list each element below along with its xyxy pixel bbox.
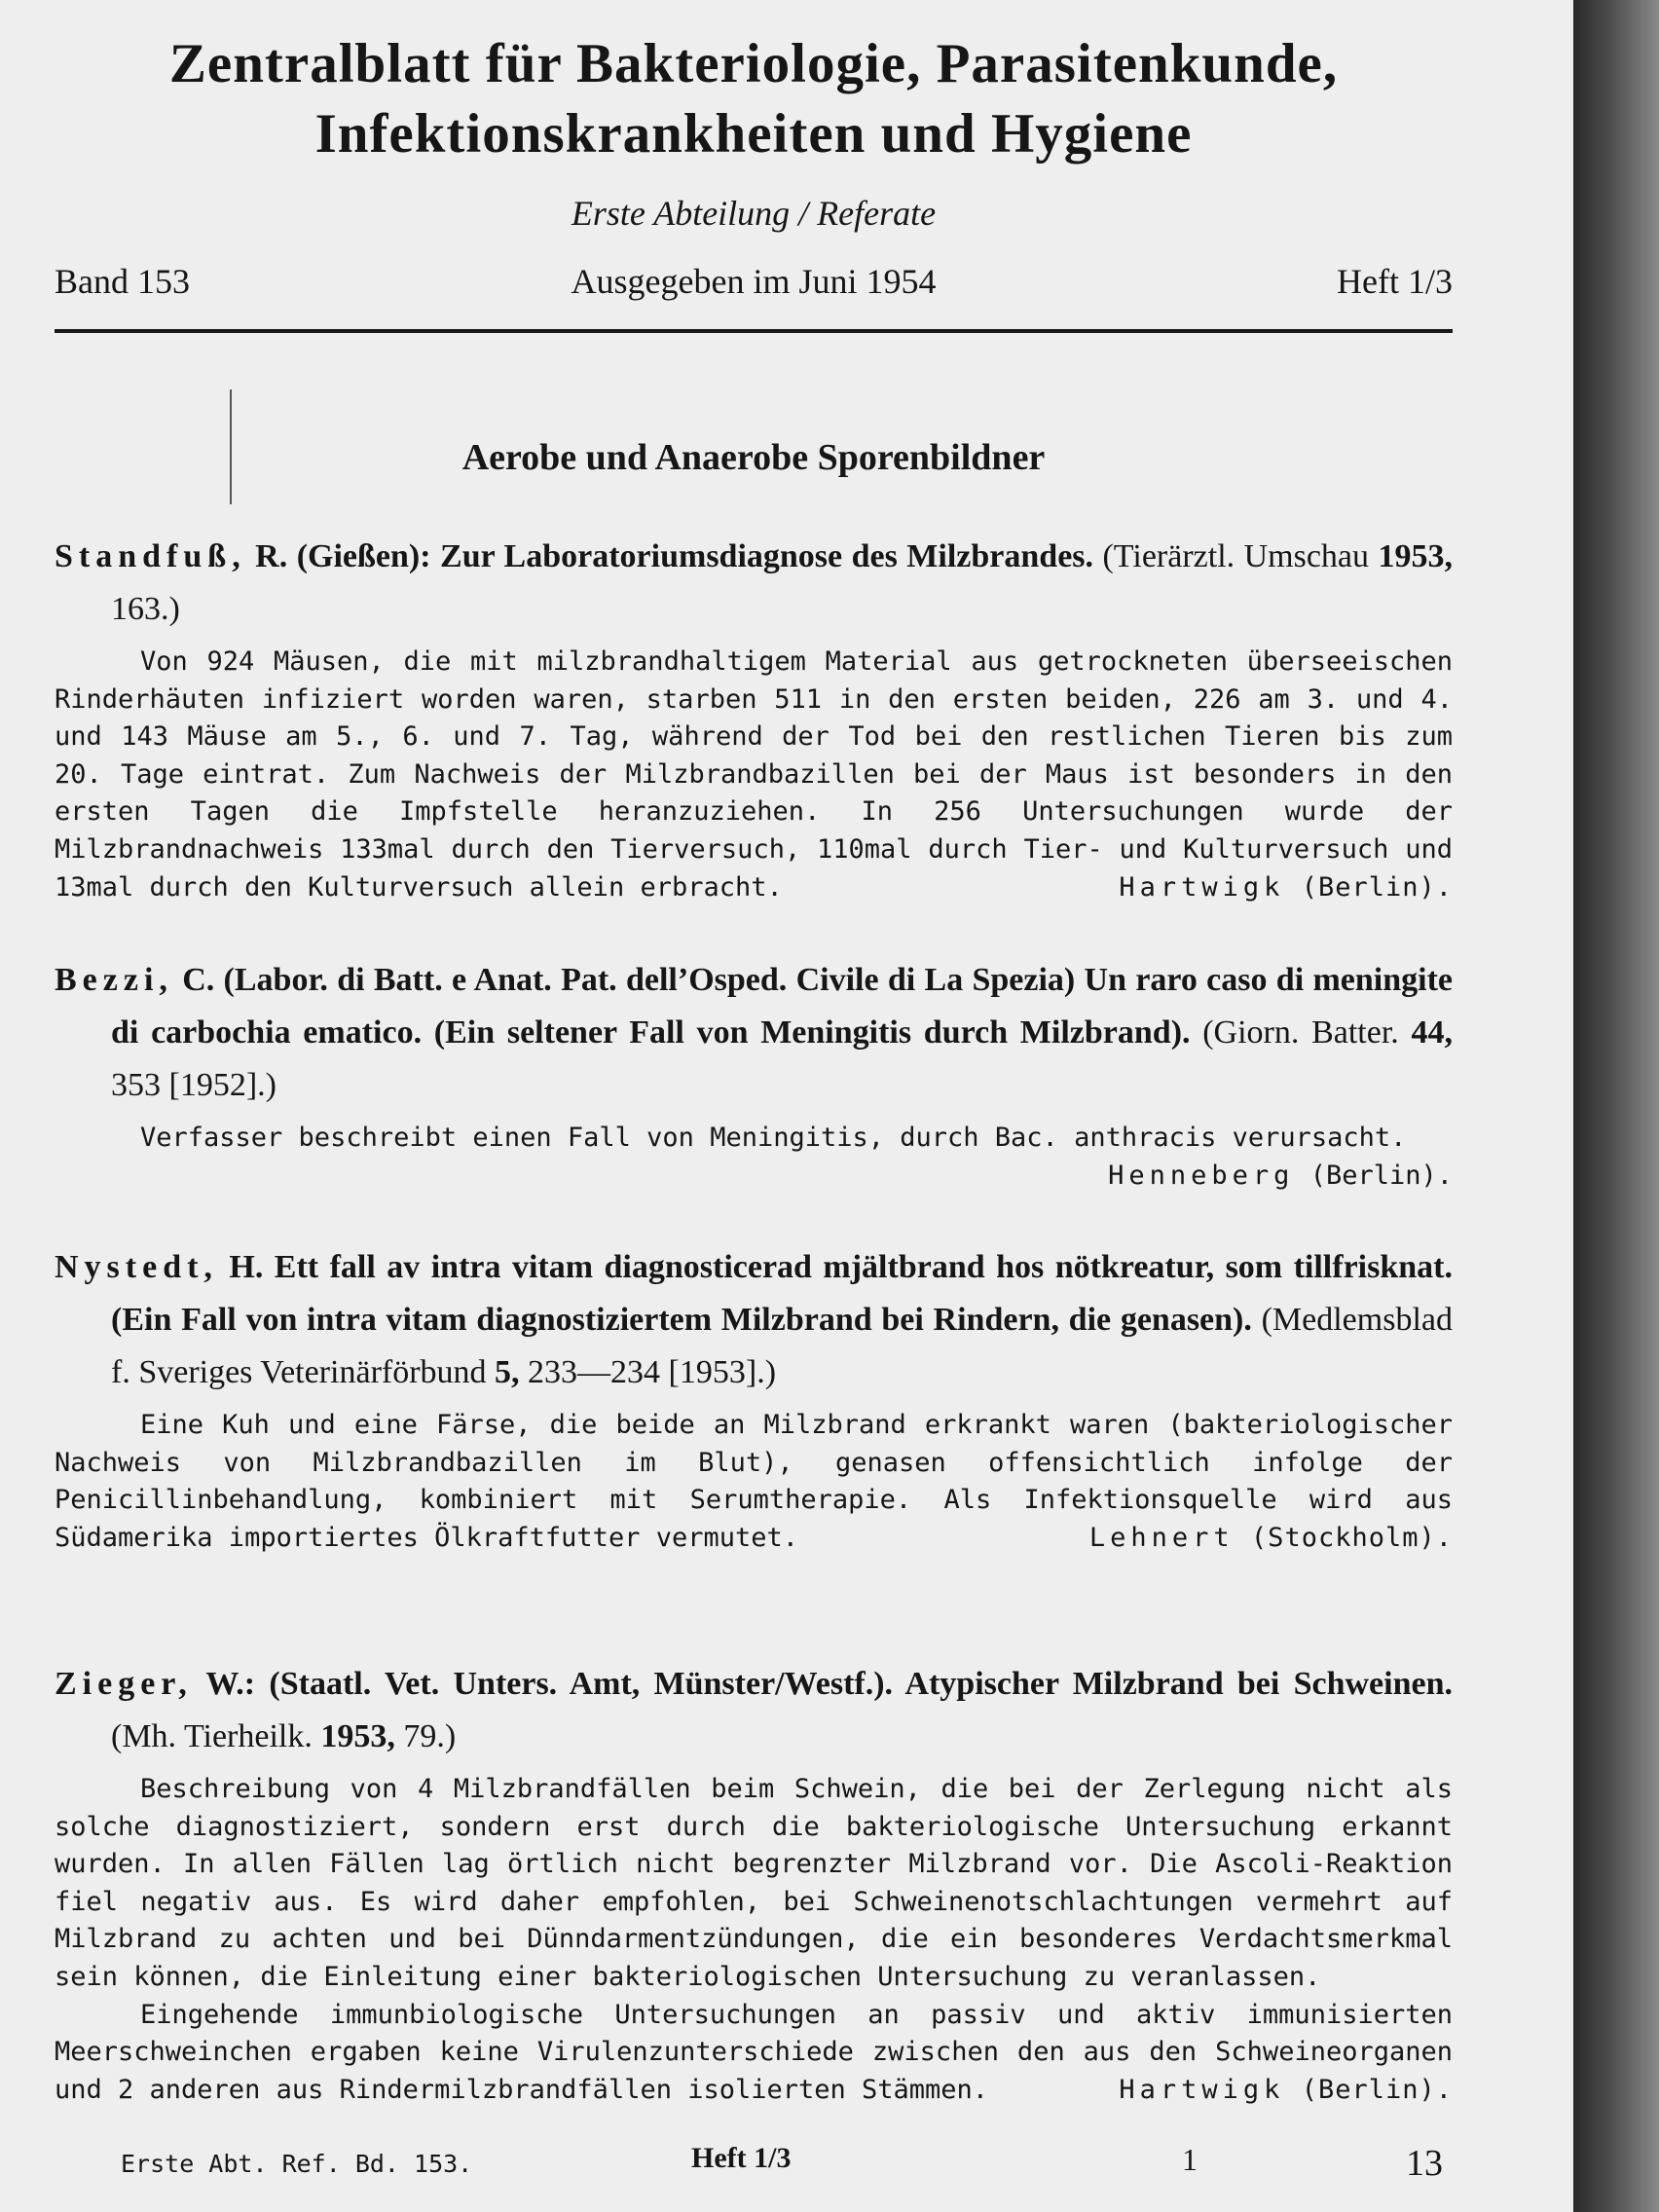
issue-info-row (55, 261, 1453, 310)
journal-title (55, 29, 1453, 169)
article-title: C. (Labor. di Batt. e Anat. Pat. dell’Osped. Civile di La Spezia) Un raro caso di meningite di carbochia ematico. (Ein seltener Fall von Meningitis durch Milzbrand). (111, 962, 1453, 1051)
source: (Mh. Tierheilk. (111, 1718, 321, 1754)
journal-title-line-2: Infektionskrankheiten und Hygiene (314, 103, 1193, 165)
page-footer (55, 2142, 1453, 2187)
source-pages: 353 [1952].) (111, 1067, 276, 1103)
citation (55, 1241, 1453, 1399)
source-pages: 233—234 [1953].) (519, 1354, 777, 1390)
abstract: Verfasser beschreibt einen Fall von Meningitis, durch Bac. anthracis verursacht. (140, 1123, 1407, 1153)
issue-date: Ausgegeben im Juni 1954 (571, 262, 937, 301)
review-entry (55, 531, 1453, 906)
abstract-text: Eingehende immunbiologische Untersuchungen an passiv und aktiv immunisierten Meerschweinchen ergaben keine Virulenzunterschiede zwischen den aus den Schweineorganen und 2 anderen aus Rindermilzbrandfällen isolierten Stämmen. (55, 1999, 1453, 2105)
review-entry (55, 1658, 1453, 2109)
article-title: H. Ett fall av intra vitam diagnosticerad mjältbrand hos nötkreatur, som tillfrisknat. (Ein Fall von intra vitam diagnostiziertem Milzbrand bei Rindern, die genasen). (111, 1249, 1453, 1338)
abstract (55, 1407, 1453, 1557)
header-rule (55, 329, 1453, 333)
article-title: W.: (Staatl. Vet. Unters. Amt, Münster/Westf.). Atypischer Milzbrand bei Schweinen. (192, 1666, 1453, 1702)
reviewer (1004, 1520, 1453, 1558)
source-year: 44, (1411, 1014, 1453, 1051)
reviewer (55, 1158, 1453, 1195)
section-heading: Aerobe und Anaerobe Sporenbildner (461, 437, 1046, 478)
review-entry (55, 954, 1453, 1195)
journal-subtitle: Erste Abteilung / Referate (571, 194, 937, 233)
author-name: Zieger, (55, 1666, 193, 1702)
reviewer-city: (Berlin). (1284, 2074, 1453, 2105)
journal-title-line-1: Zentralblatt für Bakteriologie, Parasitenkunde, (168, 33, 1339, 94)
reviewer (1033, 869, 1453, 907)
source: (Medlemsblad f. Sveriges Veterinärförbund (111, 1302, 1453, 1390)
source-year: 1953, (1378, 538, 1453, 574)
reviewer-city: (Stockholm). (1234, 1522, 1453, 1553)
citation (55, 531, 1453, 636)
source-year: 5, (495, 1354, 520, 1390)
citation (55, 954, 1453, 1112)
signature-number: 1 (1182, 2142, 1198, 2177)
page-number: 13 (1406, 2143, 1443, 2184)
reviewer (1033, 2072, 1453, 2110)
reviewer-name: Lehnert (1088, 1522, 1235, 1553)
reviewer-city: (Berlin). (1284, 871, 1453, 903)
issue-label: Heft 1/3 (1337, 262, 1453, 301)
page-edge-shadow (1573, 0, 1659, 2212)
review-entry (55, 1241, 1453, 1557)
abstract-text: Von 924 Mäusen, die mit milzbrandhaltigem Material aus getrockneten überseeischen Rinderhäuten infiziert worden waren, starben 511 in den ersten beiden, 226 am 3. und 4. und 143 Mäuse am 5., 6. und 7. Tag, während der Tod bei den restlichen Tieren bis zum 20. Tage eintrat. Zum Nachweis der Milzbrandbazillen bei der Maus ist besonders in den ersten Tagen die Impfstelle heranzuziehen. In 256 Untersuchungen wurde der Milzbrandnachweis 133mal durch den Tierversuch, 110mal durch Tier- und Kulturversuch und 13mal durch den Kulturversuch allein erbracht. (55, 646, 1453, 903)
source: (Tierärztl. Umschau (1093, 538, 1379, 574)
author-name: Bezzi, (55, 962, 173, 998)
abstract-text: Eine Kuh und eine Färse, die beide an Milzbrand erkrankt waren (bakteriologischer Nachweis von Milzbrandbazillen im Blut), genasen offensichtlich infolge der Penicillinbehandlung, kombiniert mit Serumtherapie. Als Infektionsquelle wird aus Südamerika importiertes Ölkraftfutter vermutet. (55, 1410, 1453, 1553)
footer-issue: Heft 1/3 (691, 2142, 792, 2174)
source-pages: 79.) (394, 1718, 457, 1754)
abstract-continued (55, 1997, 1453, 2110)
reviewer-city: (Berlin). (1294, 1160, 1453, 1191)
footer-volume: Erste Abt. Ref. Bd. 153. (121, 2150, 473, 2178)
reviewer-name: Hartwigk (1119, 2074, 1285, 2105)
abstract: Beschreibung von 4 Milzbrandfällen beim Schwein, die bei der Zerlegung nicht als solche diagnostiziert, sondern erst durch die bakteriologische Untersuchung erkannt wurden. In allen Fällen lag örtlich nicht begrenzter Milzbrand vor. Die Ascoli-Reaktion fiel negativ aus. Es wird daher empfohlen, bei Schweinenotschlachtungen vermehrt auf Milzbrand zu achten und bei Dünndarmentzündungen, die ein besonderes Verdachtsmerkmal sein können, die Einleitung einer bakteriologischen Untersuchung zu veranlassen. (55, 1774, 1453, 1992)
author-name: Standfuß, (55, 538, 246, 574)
citation (55, 1658, 1453, 1763)
reviewer-name: Hartwigk (1119, 871, 1285, 903)
reviewer-name: Henneberg (1108, 1160, 1295, 1191)
source: (Giorn. Batter. (1190, 1014, 1412, 1051)
article-title: R. (Gießen): Zur Laboratoriumsdiagnose des Milzbrandes. (245, 538, 1094, 574)
volume-label: Band 153 (55, 262, 190, 301)
abstract (55, 644, 1453, 906)
source-pages: 163.) (111, 591, 180, 627)
source-year: 1953, (320, 1718, 395, 1754)
author-name: Nystedt, (55, 1249, 218, 1285)
